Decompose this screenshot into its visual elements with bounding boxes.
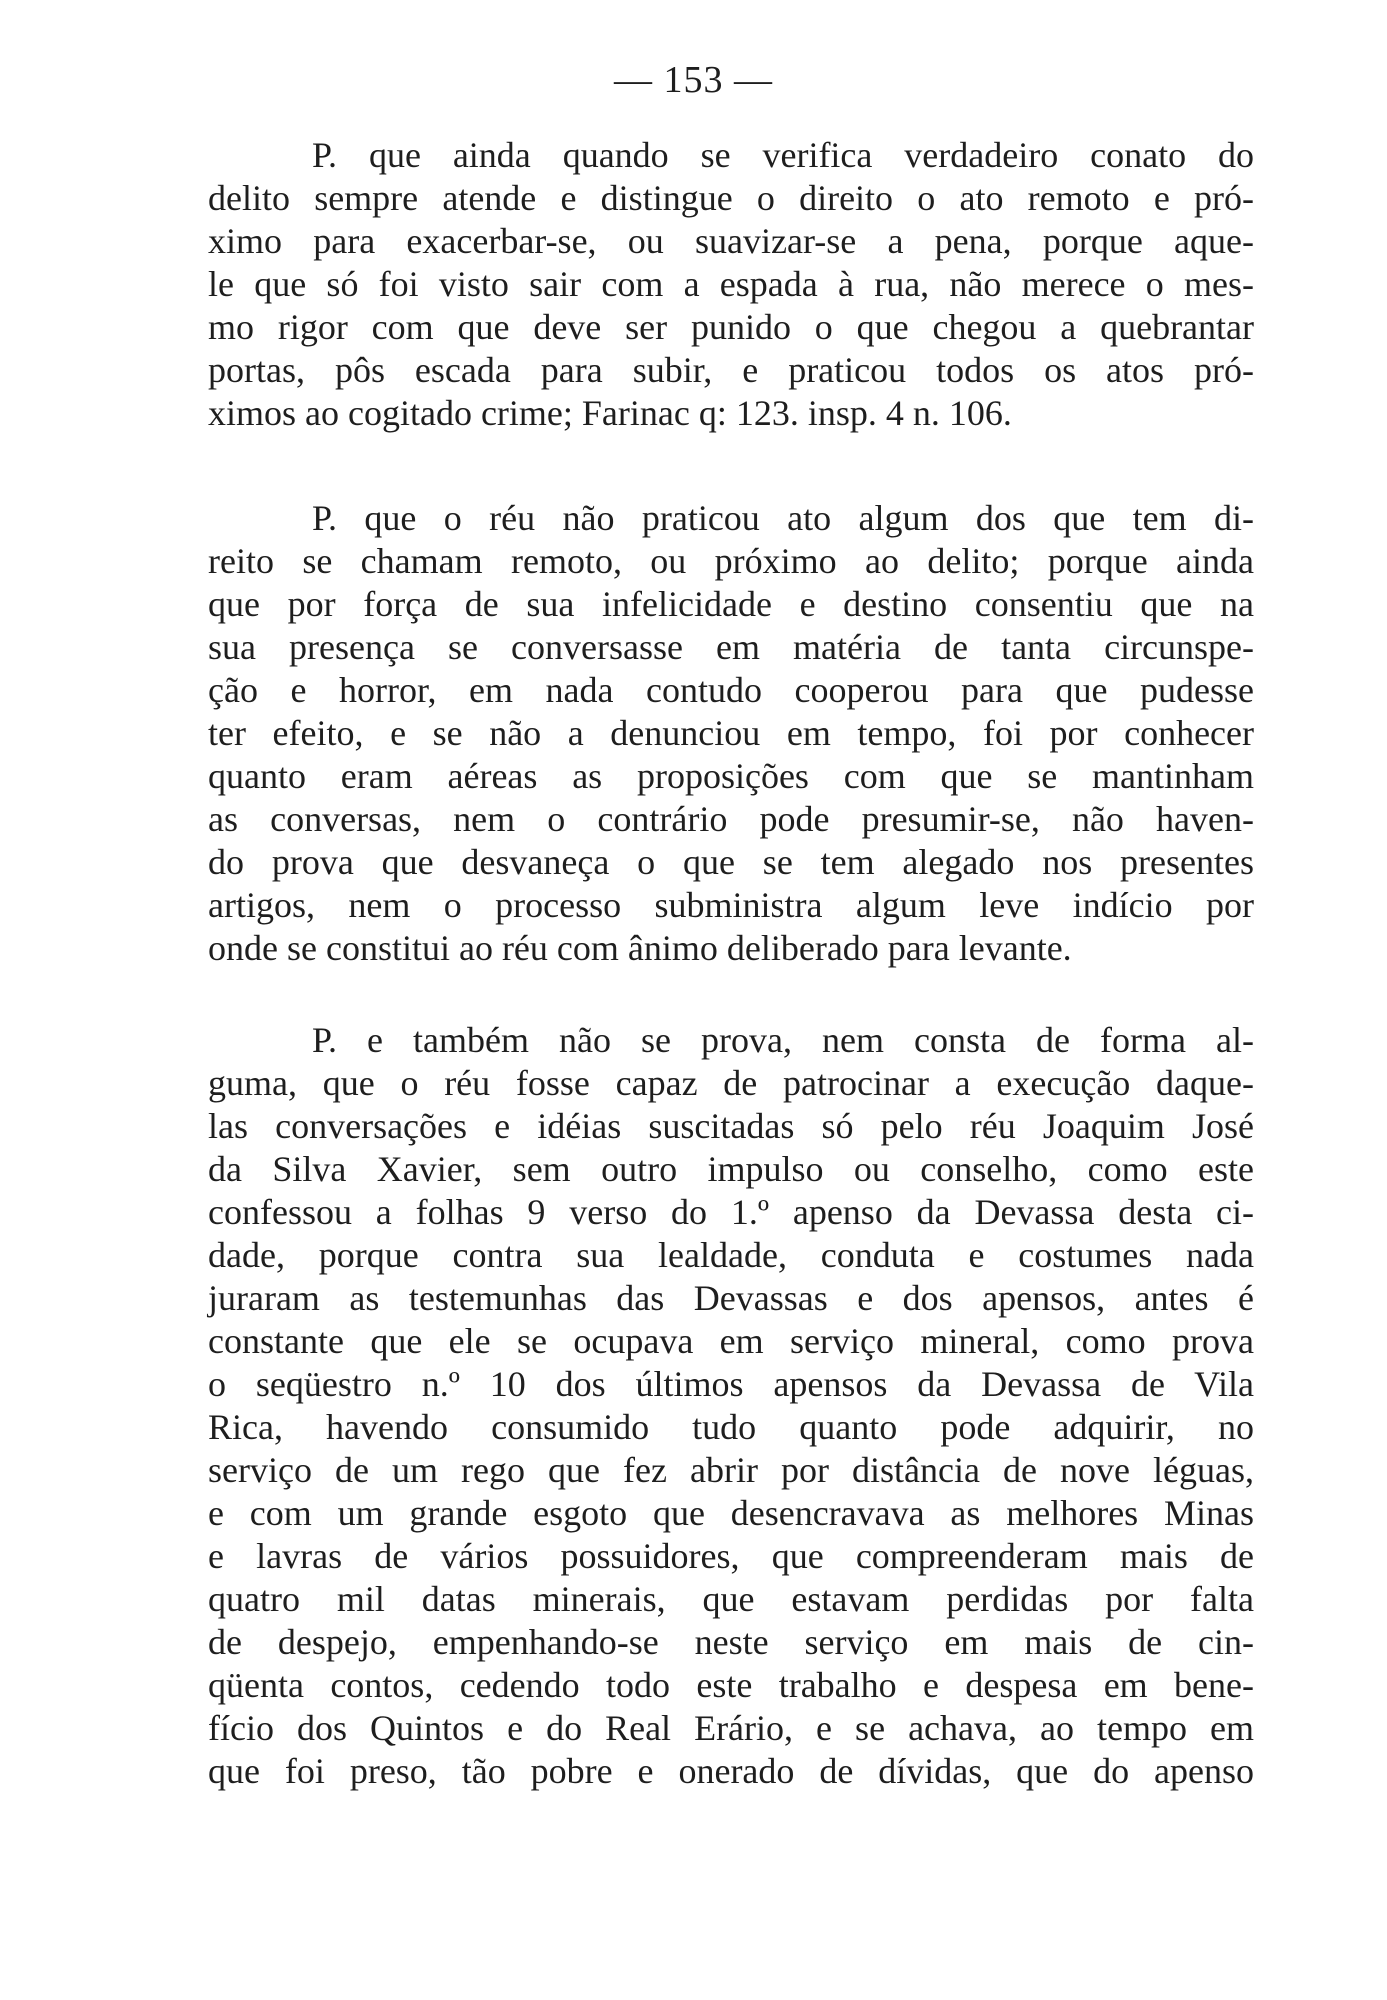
text-line: serviço de um rego que fez abrir por distância de nove léguas, [208,1450,1254,1490]
text-line: artigos, nem o processo subministra algum leve indício por [208,885,1254,925]
text-line: Rica, havendo consumido tudo quanto pode adquirir, no [208,1407,1254,1447]
page-number: — 153 — [614,59,773,101]
text-line: as conversas, nem o contrário pode presumir-se, não haven- [208,799,1254,839]
text-line: delito sempre atende e distingue o direito o ato remoto e pró- [208,178,1254,218]
text-line: confessou a folhas 9 verso do 1.º apenso da Devassa desta ci- [208,1192,1254,1232]
text-line: ximo para exacerbar-se, ou suavizar-se a pena, porque aque- [208,221,1254,261]
text-line: o seqüestro n.º 10 dos últimos apensos da Devassa de Vila [208,1364,1254,1404]
text-line: le que só foi visto sair com a espada à rua, não merece o mes- [208,264,1254,304]
text-line: juraram as testemunhas das Devassas e dos apensos, antes é [208,1278,1254,1318]
text-line: que foi preso, tão pobre e onerado de dívidas, que do apenso [208,1751,1254,1791]
text-line: quanto eram aéreas as proposições com que se mantinham [208,756,1254,796]
text-line: portas, pôs escada para subir, e praticou todos os atos pró- [208,350,1254,390]
text-line: do prova que desvaneça o que se tem alegado nos presentes [208,842,1254,882]
text-line: constante que ele se ocupava em serviço mineral, como prova [208,1321,1254,1361]
text-line: reito se chamam remoto, ou próximo ao delito; porque ainda [208,541,1254,581]
text-line: mo rigor com que deve ser punido o que chegou a quebrantar [208,307,1254,347]
text-line: P. que o réu não praticou ato algum dos que tem di- [312,498,1254,538]
text-line: guma, que o réu fosse capaz de patrocinar a execução daque- [208,1063,1254,1103]
text-line: quatro mil datas minerais, que estavam perdidas por falta [208,1579,1254,1619]
text-line: ter efeito, e se não a denunciou em tempo, foi por conhecer [208,713,1254,753]
text-line: ximos ao cogitado crime; Farinac q: 123. insp. 4 n. 106. [208,393,1012,433]
text-line: P. e também não se prova, nem consta de forma al- [312,1020,1254,1060]
text-line: qüenta contos, cedendo todo este trabalho e despesa em bene- [208,1665,1254,1705]
text-line: da Silva Xavier, sem outro impulso ou conselho, como este [208,1149,1254,1189]
text-line: ção e horror, em nada contudo cooperou para que pudesse [208,670,1254,710]
text-line: onde se constitui ao réu com ânimo deliberado para levante. [208,928,1072,968]
text-line: e lavras de vários possuidores, que compreenderam mais de [208,1536,1254,1576]
text-line: sua presença se conversasse em matéria de tanta circunspe- [208,627,1254,667]
text-line: dade, porque contra sua lealdade, conduta e costumes nada [208,1235,1254,1275]
text-line: que por força de sua infelicidade e destino consentiu que na [208,584,1254,624]
text-line: e com um grande esgoto que desencravava as melhores Minas [208,1493,1254,1533]
text-line: las conversações e idéias suscitadas só pelo réu Joaquim José [208,1106,1254,1146]
text-line: fício dos Quintos e do Real Erário, e se achava, ao tempo em [208,1708,1254,1748]
text-line: P. que ainda quando se verifica verdadeiro conato do [312,135,1254,175]
text-line: de despejo, empenhando-se neste serviço em mais de cin- [208,1622,1254,1662]
